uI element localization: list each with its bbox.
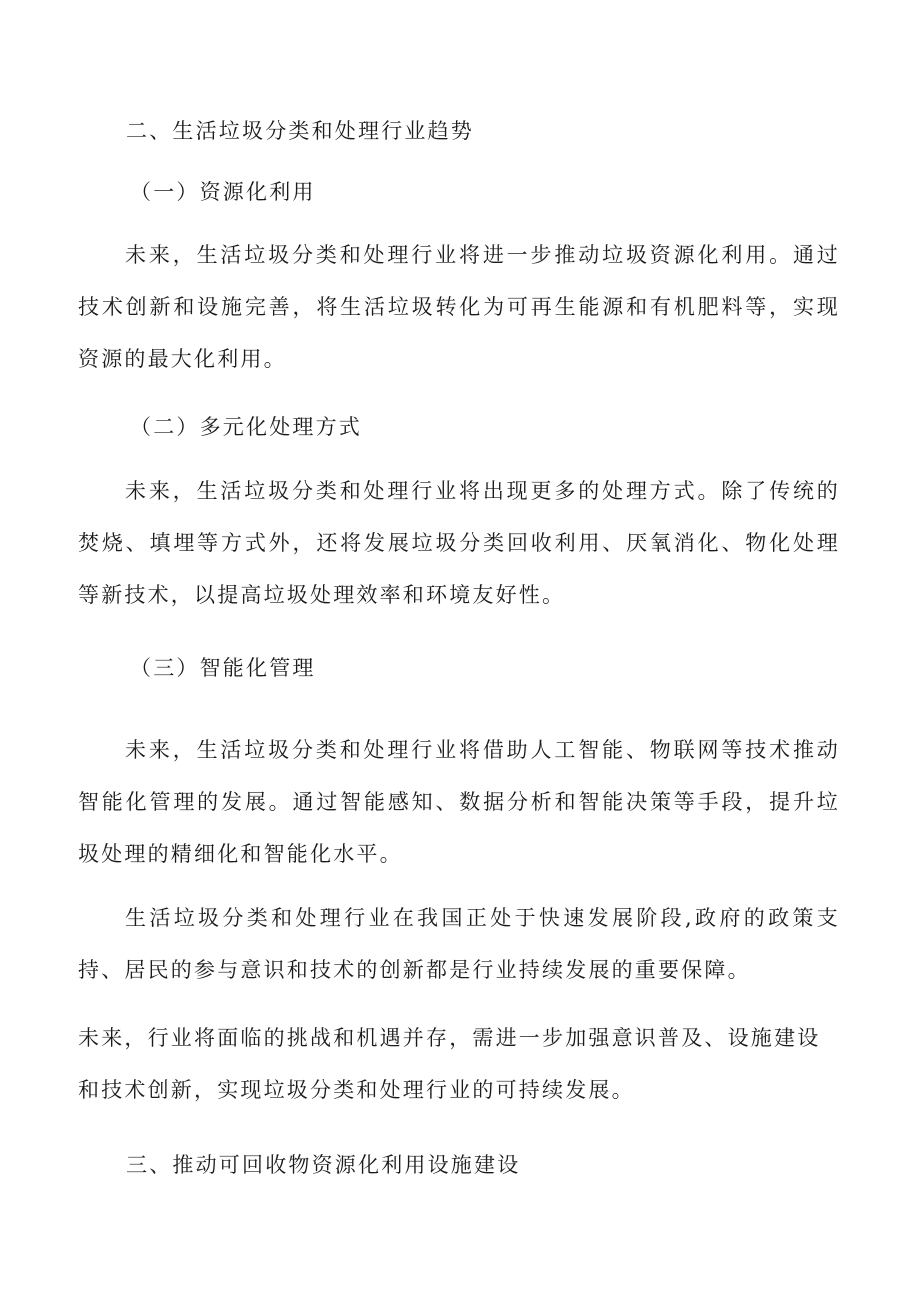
subheading-diversified-treatment: （二）多元化处理方式 bbox=[130, 415, 362, 439]
paragraph-intelligent-management: 未来，生活垃圾分类和处理行业将借助人工智能、物联网等技术推动智能化管理的发展。通过智能感知、数据分析和智能决策等手段，提升垃圾处理的精细化和智能化水平。 bbox=[78, 738, 840, 866]
section-heading-3: 三、推动可回收物资源化利用设施建设 bbox=[126, 1153, 521, 1177]
section-heading-2: 二、生活垃圾分类和处理行业趋势 bbox=[126, 119, 474, 143]
subheading-intelligent-management: （三）智能化管理 bbox=[130, 656, 316, 680]
paragraph-future-line-2: 和技术创新，实现垃圾分类和处理行业的可持续发展。 bbox=[78, 1078, 635, 1102]
paragraph-development-stage: 生活垃圾分类和处理行业在我国正处于快速发展阶段,政府的政策支持、居民的参与意识和技术的创新都是行业持续发展的重要保障。 bbox=[78, 906, 840, 982]
paragraph-resource-utilization: 未来，生活垃圾分类和处理行业将进一步推动垃圾资源化利用。通过技术创新和设施完善，将生活垃圾转化为可再生能源和有机肥料等，实现资源的最大化利用。 bbox=[78, 243, 840, 371]
subheading-resource-utilization: （一）资源化利用 bbox=[130, 180, 316, 204]
paragraph-diversified-treatment: 未来，生活垃圾分类和处理行业将出现更多的处理方式。除了传统的焚烧、填埋等方式外，还将发展垃圾分类回收利用、厌氧消化、物化处理等新技术，以提高垃圾处理效率和环境友好性。 bbox=[78, 479, 840, 607]
paragraph-future-line-1: 未来，行业将面临的挑战和机遇并存，需进一步加强意识普及、设施建设 bbox=[78, 1026, 821, 1050]
